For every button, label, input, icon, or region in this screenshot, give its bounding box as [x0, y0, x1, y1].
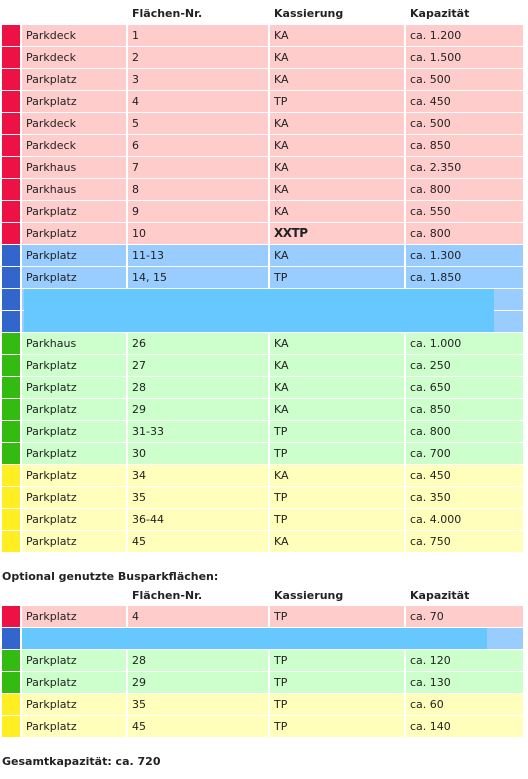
- capacity-cell: ca. 800: [406, 223, 523, 244]
- table-row: [2, 25, 523, 46]
- table-row: [2, 113, 523, 134]
- table-row: [2, 421, 523, 442]
- area-number-cell: 45: [128, 531, 268, 552]
- capacity-cell: ca. 140: [406, 716, 523, 737]
- payment-cell: KA: [270, 179, 404, 200]
- area-number-cell: 1: [128, 25, 268, 46]
- capacity-cell: ca. 1.850: [406, 267, 523, 288]
- area-type-cell: Parkplatz: [22, 509, 126, 530]
- area-type-cell: Parkdeck: [22, 135, 126, 156]
- color-swatch: [2, 289, 20, 310]
- area-type-cell: Parkplatz: [22, 421, 126, 442]
- payment-cell: KA: [270, 201, 404, 222]
- color-swatch: [2, 157, 20, 178]
- capacity-cell: ca. 850: [406, 399, 523, 420]
- area-number-cell: 10: [128, 223, 268, 244]
- color-swatch: [2, 377, 20, 398]
- color-swatch: [2, 694, 20, 715]
- area-number-cell: 27: [128, 355, 268, 376]
- payment-cell: KA: [270, 69, 404, 90]
- payment-cell: TP: [270, 443, 404, 464]
- area-number-cell: 29: [128, 672, 268, 693]
- payment-cell: TP: [270, 650, 404, 671]
- area-type-cell: Parkplatz: [22, 465, 126, 486]
- capacity-cell: ca. 2.350: [406, 157, 523, 178]
- payment-cell: XXTP: [270, 223, 404, 244]
- color-swatch: [2, 69, 20, 90]
- color-swatch: [2, 606, 20, 627]
- table-row: [2, 606, 523, 627]
- color-swatch: [2, 245, 20, 266]
- table-row: [2, 157, 523, 178]
- area-type-cell: Parkplatz: [22, 91, 126, 112]
- table1-header-flaechen-nr: Flächen-Nr.: [132, 7, 203, 20]
- area-number-cell: 11-13: [128, 245, 268, 266]
- capacity-cell: ca. 130: [406, 672, 523, 693]
- area-type-cell: Parkdeck: [22, 25, 126, 46]
- table-row: [2, 201, 523, 222]
- table-row: [2, 47, 523, 68]
- table-row: [2, 443, 523, 464]
- capacity-cell: ca. 1.500: [406, 47, 523, 68]
- area-number-cell: 30: [128, 443, 268, 464]
- area-number-cell: 7: [128, 157, 268, 178]
- table2-header-kassierung: Kassierung: [274, 589, 344, 602]
- table-row: [2, 311, 523, 332]
- table-row: [2, 465, 523, 486]
- capacity-cell: ca. 1.000: [406, 333, 523, 354]
- area-type-cell: Parkplatz: [22, 223, 126, 244]
- area-type-cell: Parkplatz: [22, 355, 126, 376]
- table-row: [2, 69, 523, 90]
- area-number-cell: 8: [128, 179, 268, 200]
- payment-cell: TP: [270, 487, 404, 508]
- area-type-cell: Parkplatz: [22, 672, 126, 693]
- area-type-cell: Parkhaus: [22, 333, 126, 354]
- color-swatch: [2, 47, 20, 68]
- table-row: [2, 223, 523, 244]
- capacity-cell: ca. 700: [406, 443, 523, 464]
- payment-cell: TP: [270, 509, 404, 530]
- payment-cell: KA: [270, 399, 404, 420]
- table-row: [2, 179, 523, 200]
- color-swatch: [2, 223, 20, 244]
- payment-cell: KA: [270, 113, 404, 134]
- capacity-cell: ca. 550: [406, 201, 523, 222]
- color-swatch: [2, 443, 20, 464]
- table-row: [2, 289, 523, 310]
- color-swatch: [2, 650, 20, 671]
- payment-cell: TP: [270, 91, 404, 112]
- color-swatch: [2, 311, 20, 332]
- area-number-cell: 36-44: [128, 509, 268, 530]
- capacity-cell: ca. 450: [406, 91, 523, 112]
- area-type-cell: Parkplatz: [22, 377, 126, 398]
- color-swatch: [2, 113, 20, 134]
- highlight-bar: [22, 628, 487, 649]
- area-number-cell: 4: [128, 606, 268, 627]
- table-row: [2, 333, 523, 354]
- table-row: [2, 672, 523, 693]
- capacity-cell: ca. 800: [406, 421, 523, 442]
- highlight-bar: [24, 311, 494, 332]
- area-type-cell: Parkplatz: [22, 531, 126, 552]
- table-row: [2, 399, 523, 420]
- area-number-cell: 5: [128, 113, 268, 134]
- capacity-cell: ca. 800: [406, 179, 523, 200]
- area-number-cell: 29: [128, 399, 268, 420]
- area-type-cell: Parkplatz: [22, 201, 126, 222]
- color-swatch: [2, 628, 20, 649]
- capacity-cell: ca. 70: [406, 606, 523, 627]
- area-type-cell: Parkplatz: [22, 716, 126, 737]
- table-row: [2, 245, 523, 266]
- color-swatch: [2, 91, 20, 112]
- table1-header-kapazitaet: Kapazität: [410, 7, 470, 20]
- payment-cell: TP: [270, 606, 404, 627]
- area-number-cell: 3: [128, 69, 268, 90]
- color-swatch: [2, 135, 20, 156]
- color-swatch: [2, 25, 20, 46]
- payment-cell: TP: [270, 716, 404, 737]
- bus-section-title: Optional genutzte Busparkflächen:: [2, 570, 219, 583]
- capacity-cell: ca. 850: [406, 135, 523, 156]
- payment-cell: KA: [270, 333, 404, 354]
- area-type-cell: Parkplatz: [22, 245, 126, 266]
- color-swatch: [2, 267, 20, 288]
- table1-header-kassierung: Kassierung: [274, 7, 344, 20]
- payment-cell: TP: [270, 421, 404, 442]
- table-row: [2, 531, 523, 552]
- payment-cell: KA: [270, 531, 404, 552]
- payment-cell: KA: [270, 135, 404, 156]
- total-capacity: Gesamtkapazität: ca. 720: [2, 755, 161, 768]
- capacity-cell: ca. 350: [406, 487, 523, 508]
- table-row: [2, 650, 523, 671]
- table-row: [2, 487, 523, 508]
- payment-cell: KA: [270, 355, 404, 376]
- area-number-cell: 4: [128, 91, 268, 112]
- capacity-cell: ca. 120: [406, 650, 523, 671]
- table-row: [2, 91, 523, 112]
- area-type-cell: Parkdeck: [22, 113, 126, 134]
- table-row: [2, 509, 523, 530]
- color-swatch: [2, 672, 20, 693]
- area-type-cell: Parkdeck: [22, 47, 126, 68]
- area-number-cell: 34: [128, 465, 268, 486]
- color-swatch: [2, 179, 20, 200]
- area-number-cell: 35: [128, 694, 268, 715]
- payment-cell: TP: [270, 694, 404, 715]
- table-row: [2, 694, 523, 715]
- capacity-cell: ca. 500: [406, 113, 523, 134]
- table-row: [2, 135, 523, 156]
- color-swatch: [2, 531, 20, 552]
- capacity-cell: ca. 1.300: [406, 245, 523, 266]
- payment-cell: KA: [270, 465, 404, 486]
- area-number-cell: 2: [128, 47, 268, 68]
- area-type-cell: Parkplatz: [22, 650, 126, 671]
- payment-cell: KA: [270, 47, 404, 68]
- capacity-cell: ca. 1.200: [406, 25, 523, 46]
- area-number-cell: 45: [128, 716, 268, 737]
- area-type-cell: Parkplatz: [22, 487, 126, 508]
- payment-cell: TP: [270, 267, 404, 288]
- table-row: [2, 377, 523, 398]
- color-swatch: [2, 333, 20, 354]
- table2-header-flaechen-nr: Flächen-Nr.: [132, 589, 203, 602]
- area-type-cell: Parkplatz: [22, 267, 126, 288]
- area-type-cell: Parkplatz: [22, 399, 126, 420]
- area-type-cell: Parkplatz: [22, 694, 126, 715]
- area-type-cell: Parkhaus: [22, 157, 126, 178]
- area-number-cell: 14, 15: [128, 267, 268, 288]
- color-swatch: [2, 716, 20, 737]
- area-type-cell: Parkplatz: [22, 443, 126, 464]
- payment-cell: KA: [270, 377, 404, 398]
- area-type-cell: Parkhaus: [22, 179, 126, 200]
- table2-header-kapazitaet: Kapazität: [410, 589, 470, 602]
- capacity-cell: ca. 250: [406, 355, 523, 376]
- color-swatch: [2, 509, 20, 530]
- table-row: [2, 716, 523, 737]
- area-number-cell: 6: [128, 135, 268, 156]
- color-swatch: [2, 421, 20, 442]
- capacity-cell: ca. 500: [406, 69, 523, 90]
- color-swatch: [2, 355, 20, 376]
- highlight-bar: [24, 289, 494, 311]
- capacity-cell: ca. 750: [406, 531, 523, 552]
- payment-cell: KA: [270, 25, 404, 46]
- color-swatch: [2, 465, 20, 486]
- color-swatch: [2, 399, 20, 420]
- capacity-cell: ca. 450: [406, 465, 523, 486]
- area-number-cell: 28: [128, 650, 268, 671]
- color-swatch: [2, 201, 20, 222]
- capacity-cell: ca. 650: [406, 377, 523, 398]
- area-type-cell: Parkplatz: [22, 606, 126, 627]
- payment-cell: TP: [270, 672, 404, 693]
- table-row: [2, 628, 523, 649]
- area-number-cell: 28: [128, 377, 268, 398]
- table-row: [2, 355, 523, 376]
- table-row: [2, 267, 523, 288]
- payment-cell: KA: [270, 245, 404, 266]
- capacity-cell: ca. 4.000: [406, 509, 523, 530]
- area-number-cell: 31-33: [128, 421, 268, 442]
- area-number-cell: 26: [128, 333, 268, 354]
- area-number-cell: 35: [128, 487, 268, 508]
- area-type-cell: Parkplatz: [22, 69, 126, 90]
- capacity-cell: ca. 60: [406, 694, 523, 715]
- color-swatch: [2, 487, 20, 508]
- payment-cell: KA: [270, 157, 404, 178]
- area-number-cell: 9: [128, 201, 268, 222]
